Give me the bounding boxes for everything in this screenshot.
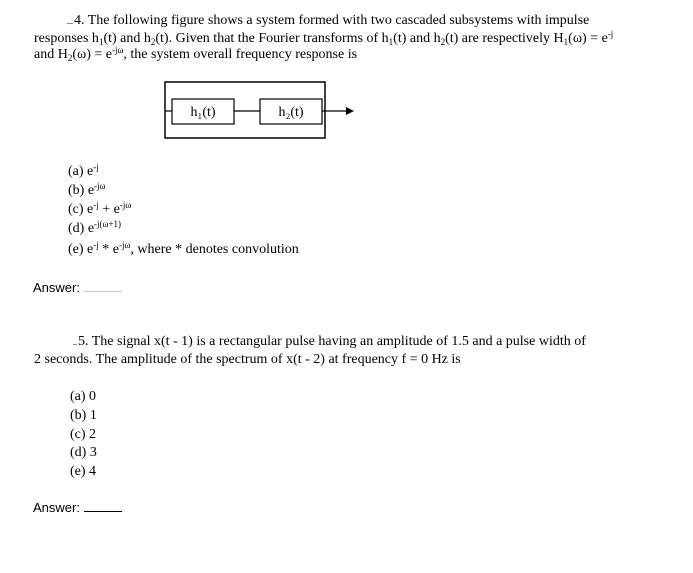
option-text: * e	[98, 242, 119, 257]
q4-text-line-1: The following figure shows a system formed with two cascaded subsystems with impulse	[87, 13, 590, 28]
q4-answer-row	[33, 279, 122, 297]
q5-option-b[interactable]	[70, 406, 97, 425]
q4-text: (t) and h	[103, 31, 151, 46]
option-text: (c) 2	[70, 427, 97, 442]
subscript: 1	[388, 37, 394, 47]
option-text: (b) 1	[70, 408, 97, 423]
q4-text: and H	[34, 47, 68, 62]
q4-line-1	[67, 12, 589, 30]
q5-number: 5.	[78, 334, 89, 349]
superscript: -jω	[111, 45, 124, 55]
q5-answer-label: Answer:	[33, 500, 80, 515]
q4-line-3	[34, 46, 357, 64]
q5-blank-tick	[73, 334, 77, 345]
option-text: (d) 3	[70, 445, 97, 460]
q5-option-d[interactable]	[70, 443, 97, 462]
cascade-block-diagram	[160, 78, 360, 144]
option-text: (e) e	[68, 242, 94, 257]
h1-box-label: h₁(t)	[190, 105, 216, 120]
q5-option-c[interactable]	[70, 425, 96, 444]
option-text: (e) 4	[70, 464, 97, 479]
q5-line-1	[73, 333, 586, 351]
q4-answer-field[interactable]	[84, 279, 122, 292]
superscript: -j(ω+1)	[94, 219, 122, 229]
output-arrow-icon	[346, 107, 354, 115]
q5-line-2	[34, 351, 461, 369]
option-text: (c) e	[68, 202, 94, 217]
q4-text: , the system overall frequency response is	[123, 47, 358, 62]
q4-text: (t). Given that the Fourier transforms of h	[155, 31, 389, 46]
q5-option-a[interactable]	[70, 387, 96, 406]
q5-text-line-1: The signal x(t - 1) is a rectangular pulse having an amplitude of 1.5 and a pulse width of	[91, 334, 586, 349]
superscript: -j	[93, 162, 99, 172]
superscript: -jω	[118, 240, 131, 250]
q4-text: (ω) = e	[72, 47, 112, 62]
superscript: -j	[607, 29, 614, 39]
superscript: -j	[93, 240, 99, 250]
superscript: -j	[93, 200, 99, 210]
q5-option-e[interactable]	[70, 462, 96, 481]
q4-text: responses h	[34, 31, 99, 46]
option-text: , where * denotes convolution	[130, 242, 299, 257]
q5-answer-field[interactable]	[84, 499, 122, 512]
option-text: (a) e	[68, 164, 94, 179]
option-text: + e	[98, 202, 120, 217]
q4-option-c[interactable]	[68, 201, 131, 219]
q5-text-line-2: 2 seconds. The amplitude of the spectrum of x(t - 2) at frequency f = 0 Hz is	[34, 352, 461, 367]
q4-number: 4.	[74, 13, 85, 28]
q4-option-b[interactable]	[68, 182, 105, 200]
subscript: 2	[67, 53, 73, 63]
subscript: 1	[98, 37, 104, 47]
q4-answer-label: Answer:	[33, 280, 80, 295]
subscript: 2	[150, 37, 156, 47]
subscript: 1	[563, 37, 569, 47]
q4-option-e[interactable]	[68, 241, 299, 259]
option-text: (b) e	[68, 183, 95, 198]
q4-blank-tick	[67, 13, 73, 24]
superscript: -jω	[119, 200, 132, 210]
option-text: (d) e	[68, 221, 95, 236]
q5-answer-row	[33, 499, 122, 517]
q4-text: (ω) = e	[568, 31, 608, 46]
subscript: 2	[440, 37, 446, 47]
q4-text: (t) and h	[393, 31, 441, 46]
h2-box-label: h₂(t)	[278, 105, 304, 120]
superscript: -jω	[94, 181, 106, 191]
q4-option-a[interactable]	[68, 163, 99, 181]
option-text: (a) 0	[70, 389, 97, 404]
q4-option-d[interactable]	[68, 220, 121, 238]
q4-text: (t) are respectively H	[445, 31, 564, 46]
